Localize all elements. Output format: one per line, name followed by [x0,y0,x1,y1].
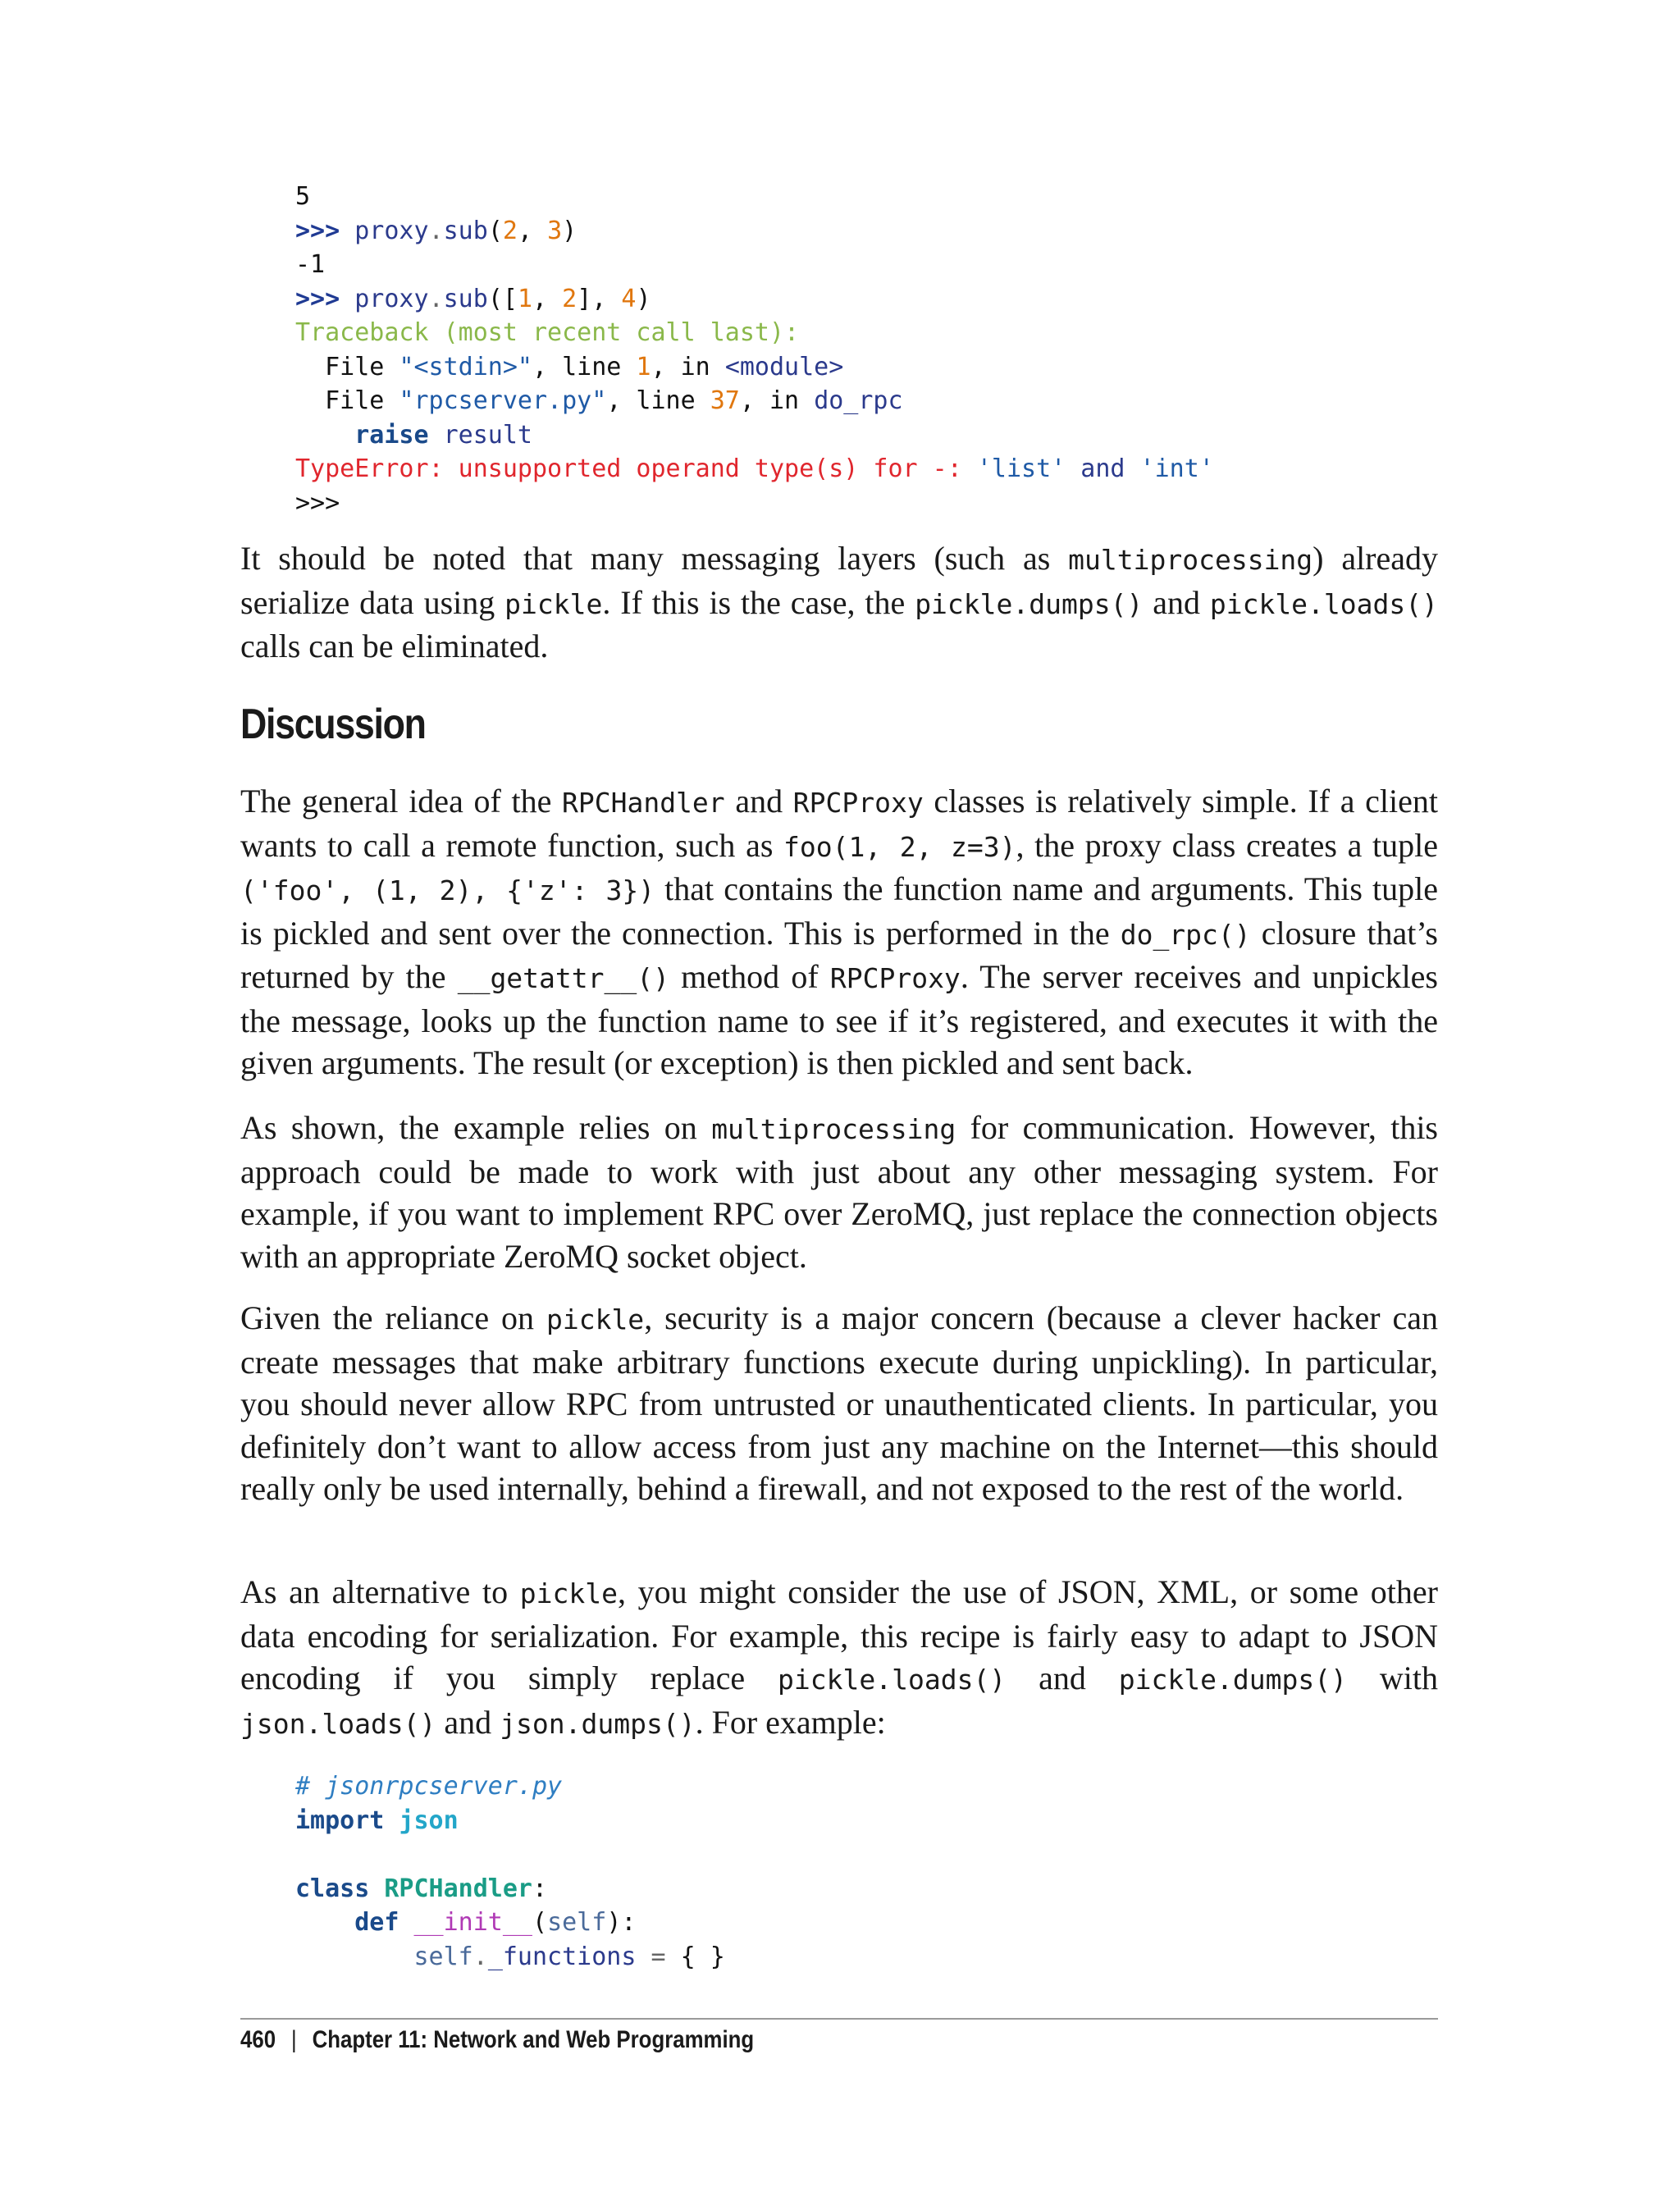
code-token: ) [562,216,578,245]
code-token: self [547,1908,607,1937]
code-line [295,1804,725,1838]
code-token: 4 [621,284,637,313]
text-run: calls can be eliminated. [240,628,549,664]
code-token: File [295,386,399,415]
code-token: File [295,352,399,381]
code-token [295,421,354,450]
paragraph-messaging-system [240,1107,1438,1277]
code-line [295,384,1214,418]
code-token: -1 [295,250,326,279]
code-token: 2 [502,216,518,245]
text-run: and [1143,583,1210,621]
code-token: 5 [295,182,311,211]
code-token: ) [636,284,651,313]
code-token: sub [443,216,488,245]
text-run: . The server receives and unpickles the message, looks up the function name to see if it’s registered, and executes it with the given arguments. The result (or exception) is then pickled and sent back. [240,958,1438,1081]
inline-code: RPCProxy [792,787,924,819]
code-token: . [428,216,444,245]
text-run: As an alternative to [240,1573,520,1610]
code-block-repl-session [295,180,1214,520]
text-run: The general idea of the [240,783,562,819]
code-token: 'list' [976,454,1066,483]
code-token: >>> [295,488,340,518]
code-token: TypeError: unsupported operand type(s) for -: [295,454,977,483]
code-token [295,1942,414,1971]
page-footer [240,2026,754,2054]
code-token: json [399,1806,459,1835]
code-token: ( [532,1908,548,1937]
code-line [295,1769,725,1804]
code-token: , in [739,386,815,415]
inline-code: pickle.loads() [778,1664,1007,1696]
text-run: , security is a major concern (because a clever hacker can create messages that make arbitrary functions execute during unpickling). In particular, you should never allow RPC from untrusted or unauthenticated clients. In particular, you definitely don’t want to allow access from just any machine on the Internet—this should really only be used internally, behind a firewall, and not exposed to the rest of the world. [240,1299,1438,1507]
text-run: , the proxy class creates a tuple [1016,826,1438,864]
code-token: "rpcserver.py" [399,386,607,415]
inline-code: json.loads() [240,1707,436,1740]
inline-code: multiprocessing [711,1113,956,1145]
code-token: , line [606,386,710,415]
section-heading: Discussion [240,701,426,748]
inline-code: pickle [546,1303,645,1335]
code-token: _functions [487,1942,637,1971]
code-token: , [532,284,563,313]
text-run: and [724,783,793,819]
text-run: for communication. However, this approach could be made to work with just about any other messaging system. For example, if you want to implement RPC over ZeroMQ, just replace the connection objects with an appropriate ZeroMQ socket object. [240,1109,1438,1275]
code-token [295,1908,354,1937]
code-token [369,1874,384,1903]
code-line [295,1940,725,1974]
code-token: self [413,1942,473,1971]
code-token: proxy [354,284,429,313]
code-token: ): [606,1908,637,1937]
inline-code: multiprocessing [1068,544,1313,576]
code-token: , [517,216,548,245]
code-line [295,248,1214,282]
code-line [295,180,1214,214]
inline-code: pickle [504,587,603,620]
inline-code: __getattr__() [457,962,669,994]
code-token: ], [577,284,622,313]
text-run: and [1006,1659,1119,1696]
text-run: It should be noted that many messaging layers (such as [240,540,1069,577]
code-line [295,1872,725,1906]
paragraph-json-alternative [240,1571,1438,1745]
code-token: # jsonrpcserver.py [295,1772,563,1801]
code-token: 2 [562,284,578,313]
code-token: "<stdin>" [399,352,532,381]
code-token: : [532,1874,548,1903]
code-token: >>> [295,216,355,245]
inline-code: pickle [519,1577,618,1609]
code-token: do_rpc [814,386,903,415]
inline-code: pickle.dumps() [915,587,1144,620]
code-token: <module> [724,352,844,381]
text-run: that contains the function name and arguments. This tuple is pickled and sent over the connection. This is performed in the [240,870,1438,952]
code-token: Traceback (most recent call last): [295,318,800,347]
code-line [295,1838,725,1872]
inline-code: foo(1, 2, z=3) [783,830,1016,863]
code-token: 37 [710,386,740,415]
code-token: 3 [547,216,563,245]
footer-divider [240,2018,1438,2020]
code-line [295,1906,725,1940]
code-token [429,421,444,450]
text-run: Given the reliance on [240,1299,546,1336]
chapter-title: Chapter 11: Network and Web Programming [312,2026,755,2053]
text-run: and [436,1703,500,1741]
code-token: ([ [487,284,518,313]
inline-code: json.dumps() [500,1707,696,1740]
text-run: method of [669,958,830,995]
code-line [295,350,1214,385]
inline-code: pickle.loads() [1209,587,1438,620]
code-token: def [354,1908,399,1937]
code-token: . [472,1942,488,1971]
code-token: raise [354,420,429,450]
code-token [384,1806,399,1835]
page-number: 460 [240,2026,276,2053]
code-line [295,418,1214,453]
text-run: ) already serialize data using [240,540,1439,621]
text-run: , you might consider the use of JSON, XML, or some other data encoding for serialization. For example, this recipe is fairly easy to adapt to JSON encoding if you simply replace [240,1573,1438,1696]
code-token: RPCHandler [384,1874,532,1903]
code-token: proxy [354,216,429,245]
code-token: result [443,420,532,450]
inline-code: do_rpc() [1120,918,1251,951]
code-token: >>> [295,284,355,313]
code-token: . [428,284,444,313]
code-line [295,486,1214,521]
code-token: , line [532,352,637,381]
paragraph-security [240,1297,1438,1510]
code-token: { } [680,1942,725,1971]
inline-code: RPCProxy [829,962,961,994]
code-token: class [295,1874,370,1903]
code-token [399,1908,413,1937]
text-run: closure that’s returned by the [240,914,1438,995]
text-run: classes is relatively simple. If a client wants to call a remote function, such as [240,783,1438,864]
code-token: ( [487,216,503,245]
inline-code: pickle.dumps() [1118,1664,1347,1696]
code-line [295,452,1214,486]
code-token: and [1066,454,1140,483]
code-token: = [636,1942,681,1971]
code-token: 1 [636,352,651,381]
paragraph-pickle-note [240,537,1438,668]
code-token: sub [443,284,488,313]
code-line [295,214,1214,249]
code-line [295,316,1214,350]
inline-code: ('foo', (1, 2), {'z': 3}) [240,874,655,906]
text-run: . For example: [695,1703,886,1741]
code-token: 1 [517,284,532,313]
paragraph-general-idea [240,780,1438,1084]
text-run: with [1346,1659,1438,1696]
text-run: . If this is the case, the [602,583,915,621]
code-token: 'int' [1139,454,1214,483]
text-run: As shown, the example relies on [240,1109,712,1146]
inline-code: RPCHandler [561,787,725,819]
code-block-jsonrpcserver [295,1769,725,1974]
code-token: import [295,1806,385,1835]
code-token: , in [651,352,725,381]
code-line [295,282,1214,317]
code-token: __init__ [413,1908,532,1937]
footer-separator: | [290,2026,297,2053]
